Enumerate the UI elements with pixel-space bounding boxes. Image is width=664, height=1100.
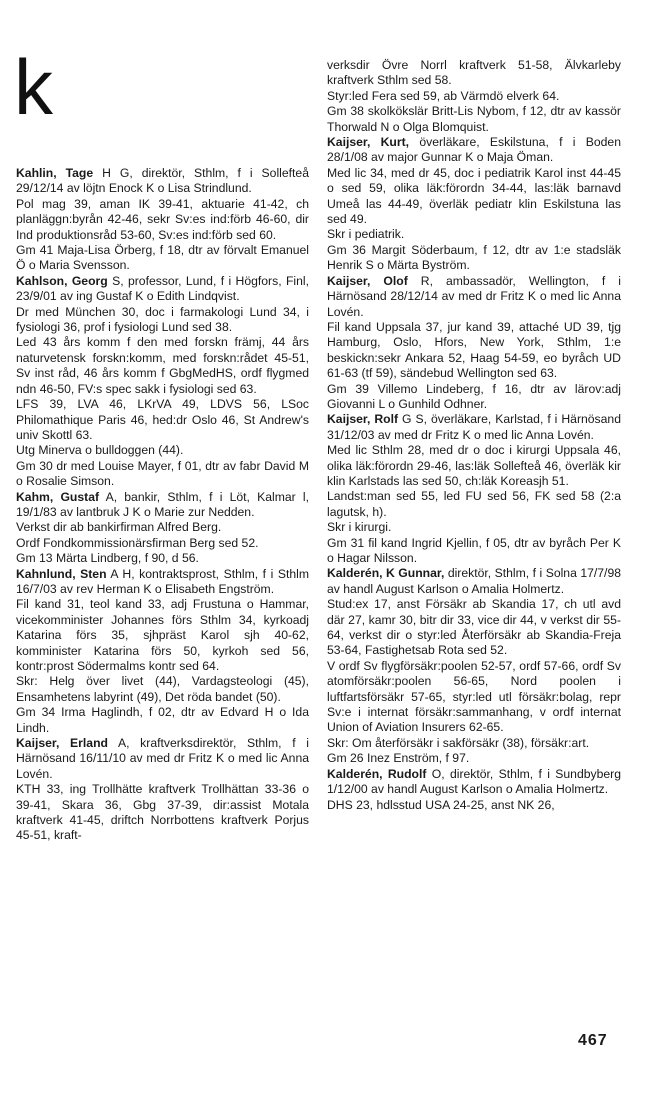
entry-paragraph <box>16 335 309 397</box>
entry-paragraph <box>327 736 621 751</box>
entry-text: S, professor, Lund, f i Högfors, Finl, 23/9/01 av ing Gustaf K o Edith Lindqvist. <box>16 273 309 304</box>
entry-text: överläkare, Eskilstuna, f i Boden 28/1/08 av major Gunnar K o Maja Öman. <box>327 135 621 165</box>
entry-paragraph <box>16 397 309 443</box>
person-name: Kaijser, Erland <box>16 736 108 751</box>
person-name: Kahlin, Tage <box>16 166 94 180</box>
person-name: Kahlson, Georg <box>16 273 108 288</box>
entry-paragraph <box>327 520 621 535</box>
entry-paragraph <box>327 382 621 413</box>
entry-paragraph <box>327 751 621 766</box>
entry-text: direktör, Sthlm, f i Solna 17/7/98 av handl August Karlson o Amalia Holmertz. <box>327 566 621 596</box>
entry-text: Skr i pediatrik. <box>327 227 405 242</box>
left-column <box>16 166 309 844</box>
entry-paragraph <box>327 104 621 135</box>
entry-paragraph <box>16 197 309 243</box>
entry-text: R, ambassadör, Wellington, f i Härnösand 28/12/14 av med dr Fritz K o med lic Anna Lovén. <box>327 273 622 319</box>
entry-text: Led 43 års komm f den med forskn främj, 44 års naturvetensk forskn:komm, med forskn:rådet 45-51, Sv inst råd, 46 års komm f GbgMedHS, ordf flygmed ndn 46-50, FV:s spec sakk i fysiologi sed 63. <box>16 335 309 396</box>
entry-heading-paragraph <box>327 135 621 166</box>
entry-text: G S, överläkare, Karlstad, f i Härnösand 31/12/03 av med dr Fritz K o med lic Anna Lovén. <box>327 412 621 442</box>
entry-paragraph <box>327 489 621 520</box>
page-number: 467 <box>578 1032 608 1049</box>
entry-text: Utg Minerva o bulldoggen (44). <box>16 443 184 458</box>
entry-heading-paragraph <box>16 166 309 197</box>
entry-heading-paragraph <box>327 566 621 597</box>
entry-heading-paragraph <box>16 274 309 305</box>
entry-paragraph <box>327 89 621 104</box>
entry-paragraph <box>16 705 309 736</box>
entry-heading-paragraph <box>327 274 621 320</box>
entry-heading-paragraph <box>16 490 309 521</box>
section-letter: k <box>14 43 53 131</box>
entry-text: A, kraftverksdirektör, Sthlm, f i Härnösand 16/11/10 av med dr Fritz K o med lic Anna Lovén. <box>16 736 309 781</box>
entry-text: Styr:led Fera sed 59, ab Värmdö elverk 64. <box>327 88 560 103</box>
entry-text: KTH 33, ing Trollhätte kraftverk Trollhättan 33-36 o 39-41, Skara 36, Gbg 37-39, dir:assist Motala kraftverk 41-45, driftch Norrbottens kraftverk Porjus 45-51, kraft- <box>16 782 309 843</box>
entry-paragraph <box>16 597 309 674</box>
person-name: Kahnlund, Sten <box>16 566 107 581</box>
entry-text: Gm 39 Villemo Lindeberg, f 16, dtr av lärov:adj Giovanni L o Gunhild Odhner. <box>327 381 621 411</box>
entry-paragraph <box>16 674 309 705</box>
right-column <box>327 58 621 813</box>
entry-paragraph <box>16 782 309 844</box>
entry-paragraph <box>327 798 621 813</box>
entry-text: Gm 41 Maja-Lisa Örberg, f 18, dtr av förvalt Emanuel Ö o Maria Svensson. <box>16 243 309 273</box>
person-name: Kalderén, K Gunnar, <box>327 566 445 581</box>
entry-text: Gm 38 skolkökslär Britt-Lis Nybom, f 12, dtr av kassör Thorwald N o Olga Blomquist. <box>327 104 621 134</box>
entry-text: Gm 13 Märta Lindberg, f 90, d 56. <box>16 551 199 566</box>
entry-text: Gm 26 Inez Enström, f 97. <box>327 751 470 766</box>
entry-text: Dr med München 30, doc i farmakologi Lund 34, i fysiologi 36, prof i fysiologi Lund sed 38. <box>16 304 309 335</box>
entry-text: Med lic Sthlm 28, med dr o doc i kirurgi Uppsala 46, olika läk:förordn 29-46, las:läk Sollefteå 46, överläk kir klin Karlstads las sed 50, ch:läk Koreasjh 51. <box>327 443 621 488</box>
entry-paragraph <box>16 459 309 490</box>
entry-paragraph <box>327 320 621 382</box>
entry-text: LFS 39, LVA 46, LKrVA 49, LDVS 56, LSoc Philomathique Paris 46, hed:dr Oslo 46, St Andrew's univ Skottl 63. <box>16 397 309 442</box>
entry-text: Stud:ex 17, anst Försäkr ab Skandia 17, ch utl avd där 27, kamr 30, bitr dir 33, vice dir 44, v verkst dir 55-64, verkst dir o styr:led Återförsäkr ab Skandia-Freja 53-64, Fastighetsab Rota sed 52. <box>327 597 621 658</box>
entry-paragraph <box>16 305 309 336</box>
entry-paragraph <box>327 443 621 489</box>
entry-text: Med lic 34, med dr 45, doc i pediatrik Karol inst 44-45 o sed 59, olika läk:förordn 34-44, las:läk barnavd Umeå las 44-49, överläk pediatr klin Eskilstuna las sed 49. <box>327 165 621 227</box>
entry-text: Verkst dir ab bankirfirman Alfred Berg. <box>16 520 222 535</box>
entry-text: Gm 30 dr med Louise Mayer, f 01, dtr av fabr David M o Rosalie Simson. <box>16 458 309 489</box>
entry-heading-paragraph <box>327 767 621 798</box>
entry-text: DHS 23, hdlsstud USA 24-25, anst NK 26, <box>327 797 555 812</box>
entry-text: Gm 31 fil kand Ingrid Kjellin, f 05, dtr av byråch Per K o Hagar Nilsson. <box>327 535 621 565</box>
person-name: Kaijser, Olof <box>327 273 408 288</box>
entry-paragraph <box>327 597 621 659</box>
entry-heading-paragraph <box>16 736 309 782</box>
entry-paragraph <box>16 443 309 458</box>
entry-text: verksdir Övre Norrl kraftverk 51-58, Älvkarleby kraftverk Sthlm sed 58. <box>327 58 621 88</box>
entry-paragraph <box>327 58 621 89</box>
entry-paragraph <box>327 243 621 274</box>
entry-text: A, bankir, Sthlm, f i Löt, Kalmar l, 19/1/83 av lantbruk J K o Marie zur Nedden. <box>16 489 310 519</box>
entry-text: Pol mag 39, aman IK 39-41, aktuarie 41-42, ch planläggn:byrån 42-46, sekr Sv:es ind:förb 46-60, dir Ind produktionsråd 53-60, Sv:es ind:förb sed 60. <box>16 196 309 242</box>
entry-text: Gm 34 Irma Haglindh, f 02, dtr av Edvard H o Ida Lindh. <box>16 705 309 735</box>
person-name: Kaijser, Kurt, <box>327 135 410 150</box>
entry-text: A H, kontraktsprost, Sthlm, f i Sthlm 16/7/03 av rev Herman K o Elisabeth Engström. <box>16 566 309 596</box>
entry-text: Skr i kirurgi. <box>327 520 392 535</box>
entry-text: H G, direktör, Sthlm, f i Sollefteå 29/12/14 av löjtn Enock K o Lisa Strindlund. <box>16 166 309 196</box>
entry-text: V ordf Sv flygförsäkr:poolen 52-57, ordf 57-66, ordf Sv atomförsäkr:poolen 56-65, Nord poolen i luftfartsförsäkr 57-65, styr:led utl försäkr:bolag, repr Sv:e i internat försäkr:sammanhang, v ordf internat Union of Aviation Insurers 62-65. <box>327 658 621 735</box>
entry-text: Skr: Helg över livet (44), Vardagsteologi (45), Ensamhetens labyrint (49), Det röda bandet (50). <box>16 674 309 704</box>
entry-paragraph <box>327 227 621 242</box>
entry-text: O, direktör, Sthlm, f i Sundbyberg 1/12/00 av handl August Karlson o Amalia Holmertz. <box>327 766 621 797</box>
person-name: Kaijser, Rolf <box>327 412 399 427</box>
entry-text: Fil kand Uppsala 37, jur kand 39, attaché UD 39, tjg Hamburg, Oslo, Hfors, New York, Sthlm, 1:e beskickn:sekr Ankara 52, Haag 54-59, eo byråch UD 61-63 (tf 59), sändebud Wellington sed 63. <box>327 319 621 381</box>
entry-paragraph <box>327 536 621 567</box>
entry-paragraph <box>16 536 309 551</box>
entry-paragraph <box>327 166 621 228</box>
entry-heading-paragraph <box>327 412 621 443</box>
entry-heading-paragraph <box>16 567 309 598</box>
entry-paragraph <box>16 520 309 535</box>
entry-paragraph <box>16 551 309 566</box>
entry-text: Fil kand 31, teol kand 33, adj Frustuna o Hammar, vicekomminister Johannes förs Sthlm 34, kyrkoadj Katarina förs 35, sjhpräst Karol sjh 40-62, komminister Katarina förs 50, kyrkoh sed 56, kontr:prost Södermalms kontr sed 64. <box>16 597 309 673</box>
entry-paragraph <box>327 659 621 736</box>
person-name: Kalderén, Rudolf <box>327 766 427 781</box>
entry-text: Skr: Om återförsäkr i sakförsäkr (38), försäkr:art. <box>327 735 590 750</box>
person-name: Kahm, Gustaf <box>16 489 100 504</box>
entry-text: Gm 36 Margit Söderbaum, f 12, dtr av 1:e stadsläk Henrik S o Märta Byström. <box>327 242 621 273</box>
entry-paragraph <box>16 243 309 274</box>
entry-text: Ordf Fondkommissionärsfirman Berg sed 52. <box>16 535 259 550</box>
entry-text: Landst:man sed 55, led FU sed 56, FK sed 58 (2:a lagutsk, h). <box>327 489 621 519</box>
